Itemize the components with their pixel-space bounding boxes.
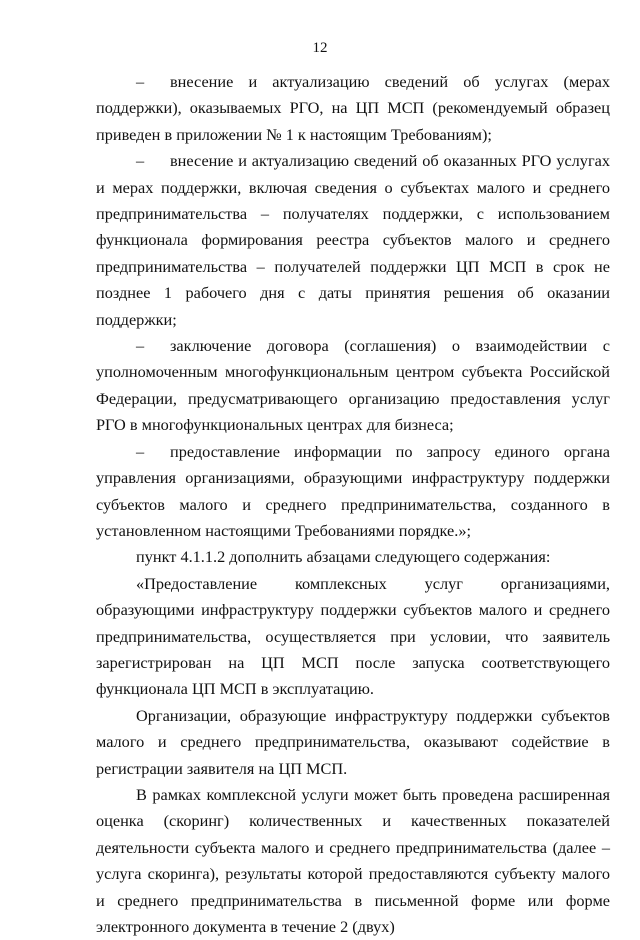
paragraph-text: Организации, образующие инфраструктуру поддержки субъектов малого и среднего предпринимательства, оказывают содействие в регистрации заявителя на ЦП МСП. <box>96 705 610 778</box>
paragraph-text: заключение договора (соглашения) о взаимодействии с уполномоченным многофункциональным центром субъекта Российской Федерации, предусматривающего организацию предоставления услуг РГО в многофункциональных центрах для бизнеса; <box>96 336 610 435</box>
paragraph-text: предоставление информации по запросу единого органа управления организациями, образующими инфраструктуру поддержки субъектов малого и среднего предпринимательства, созданного в установленном настоящими Требованиями порядке.»; <box>96 441 610 540</box>
paragraph-5 <box>96 544 610 570</box>
document-body <box>96 69 610 940</box>
paragraph-1 <box>96 69 610 148</box>
paragraph-8 <box>96 782 610 940</box>
list-dash: – <box>136 441 145 461</box>
paragraph-text: В рамках комплексной услуги может быть проведена расширенная оценка (скоринг) количественных и качественных показателей деятельности субъекта малого и среднего предпринимательства (далее – услуга скоринга), результаты которой предоставляются субъекту малого и среднего предпринимательства в письменной форме или форме электронного документа в течение 2 (двух) <box>96 784 610 936</box>
page-number: 12 <box>312 40 328 56</box>
paragraph-text: внесение и актуализацию сведений об оказанных РГО услугах и мерах поддержки, включая сведения о субъектах малого и среднего предпринимательства – получателях поддержки, с использованием функционала формирования реестра субъектов малого и среднего предпринимательства – получателей поддержки ЦП МСП в срок не позднее 1 рабочего дня с даты принятия решения об оказании поддержки; <box>96 151 610 329</box>
paragraph-text: внесение и актуализацию сведений об услугах (мерах поддержки), оказываемых РГО, на ЦП МСП (рекомендуемый образец приведен в приложении № 1 к настоящим Требованиям); <box>96 72 610 144</box>
paragraph-4 <box>96 439 610 545</box>
list-dash: – <box>136 336 145 356</box>
paragraph-text: «Предоставление комплексных услуг организациями, образующими инфраструктуру поддержки субъектов малого и среднего предпринимательства, осуществляется при условии, что заявитель зарегистрирован на ЦП МСП после запуска соответствующего функционала ЦП МСП в эксплуатацию. <box>96 573 610 699</box>
paragraph-7 <box>96 703 610 782</box>
paragraph-3 <box>96 333 610 439</box>
paragraph-6 <box>96 571 610 703</box>
paragraph-text: пункт 4.1.1.2 дополнить абзацами следующего содержания: <box>136 547 551 567</box>
list-dash: – <box>136 151 145 171</box>
paragraph-2 <box>96 148 610 333</box>
list-dash: – <box>136 72 145 91</box>
